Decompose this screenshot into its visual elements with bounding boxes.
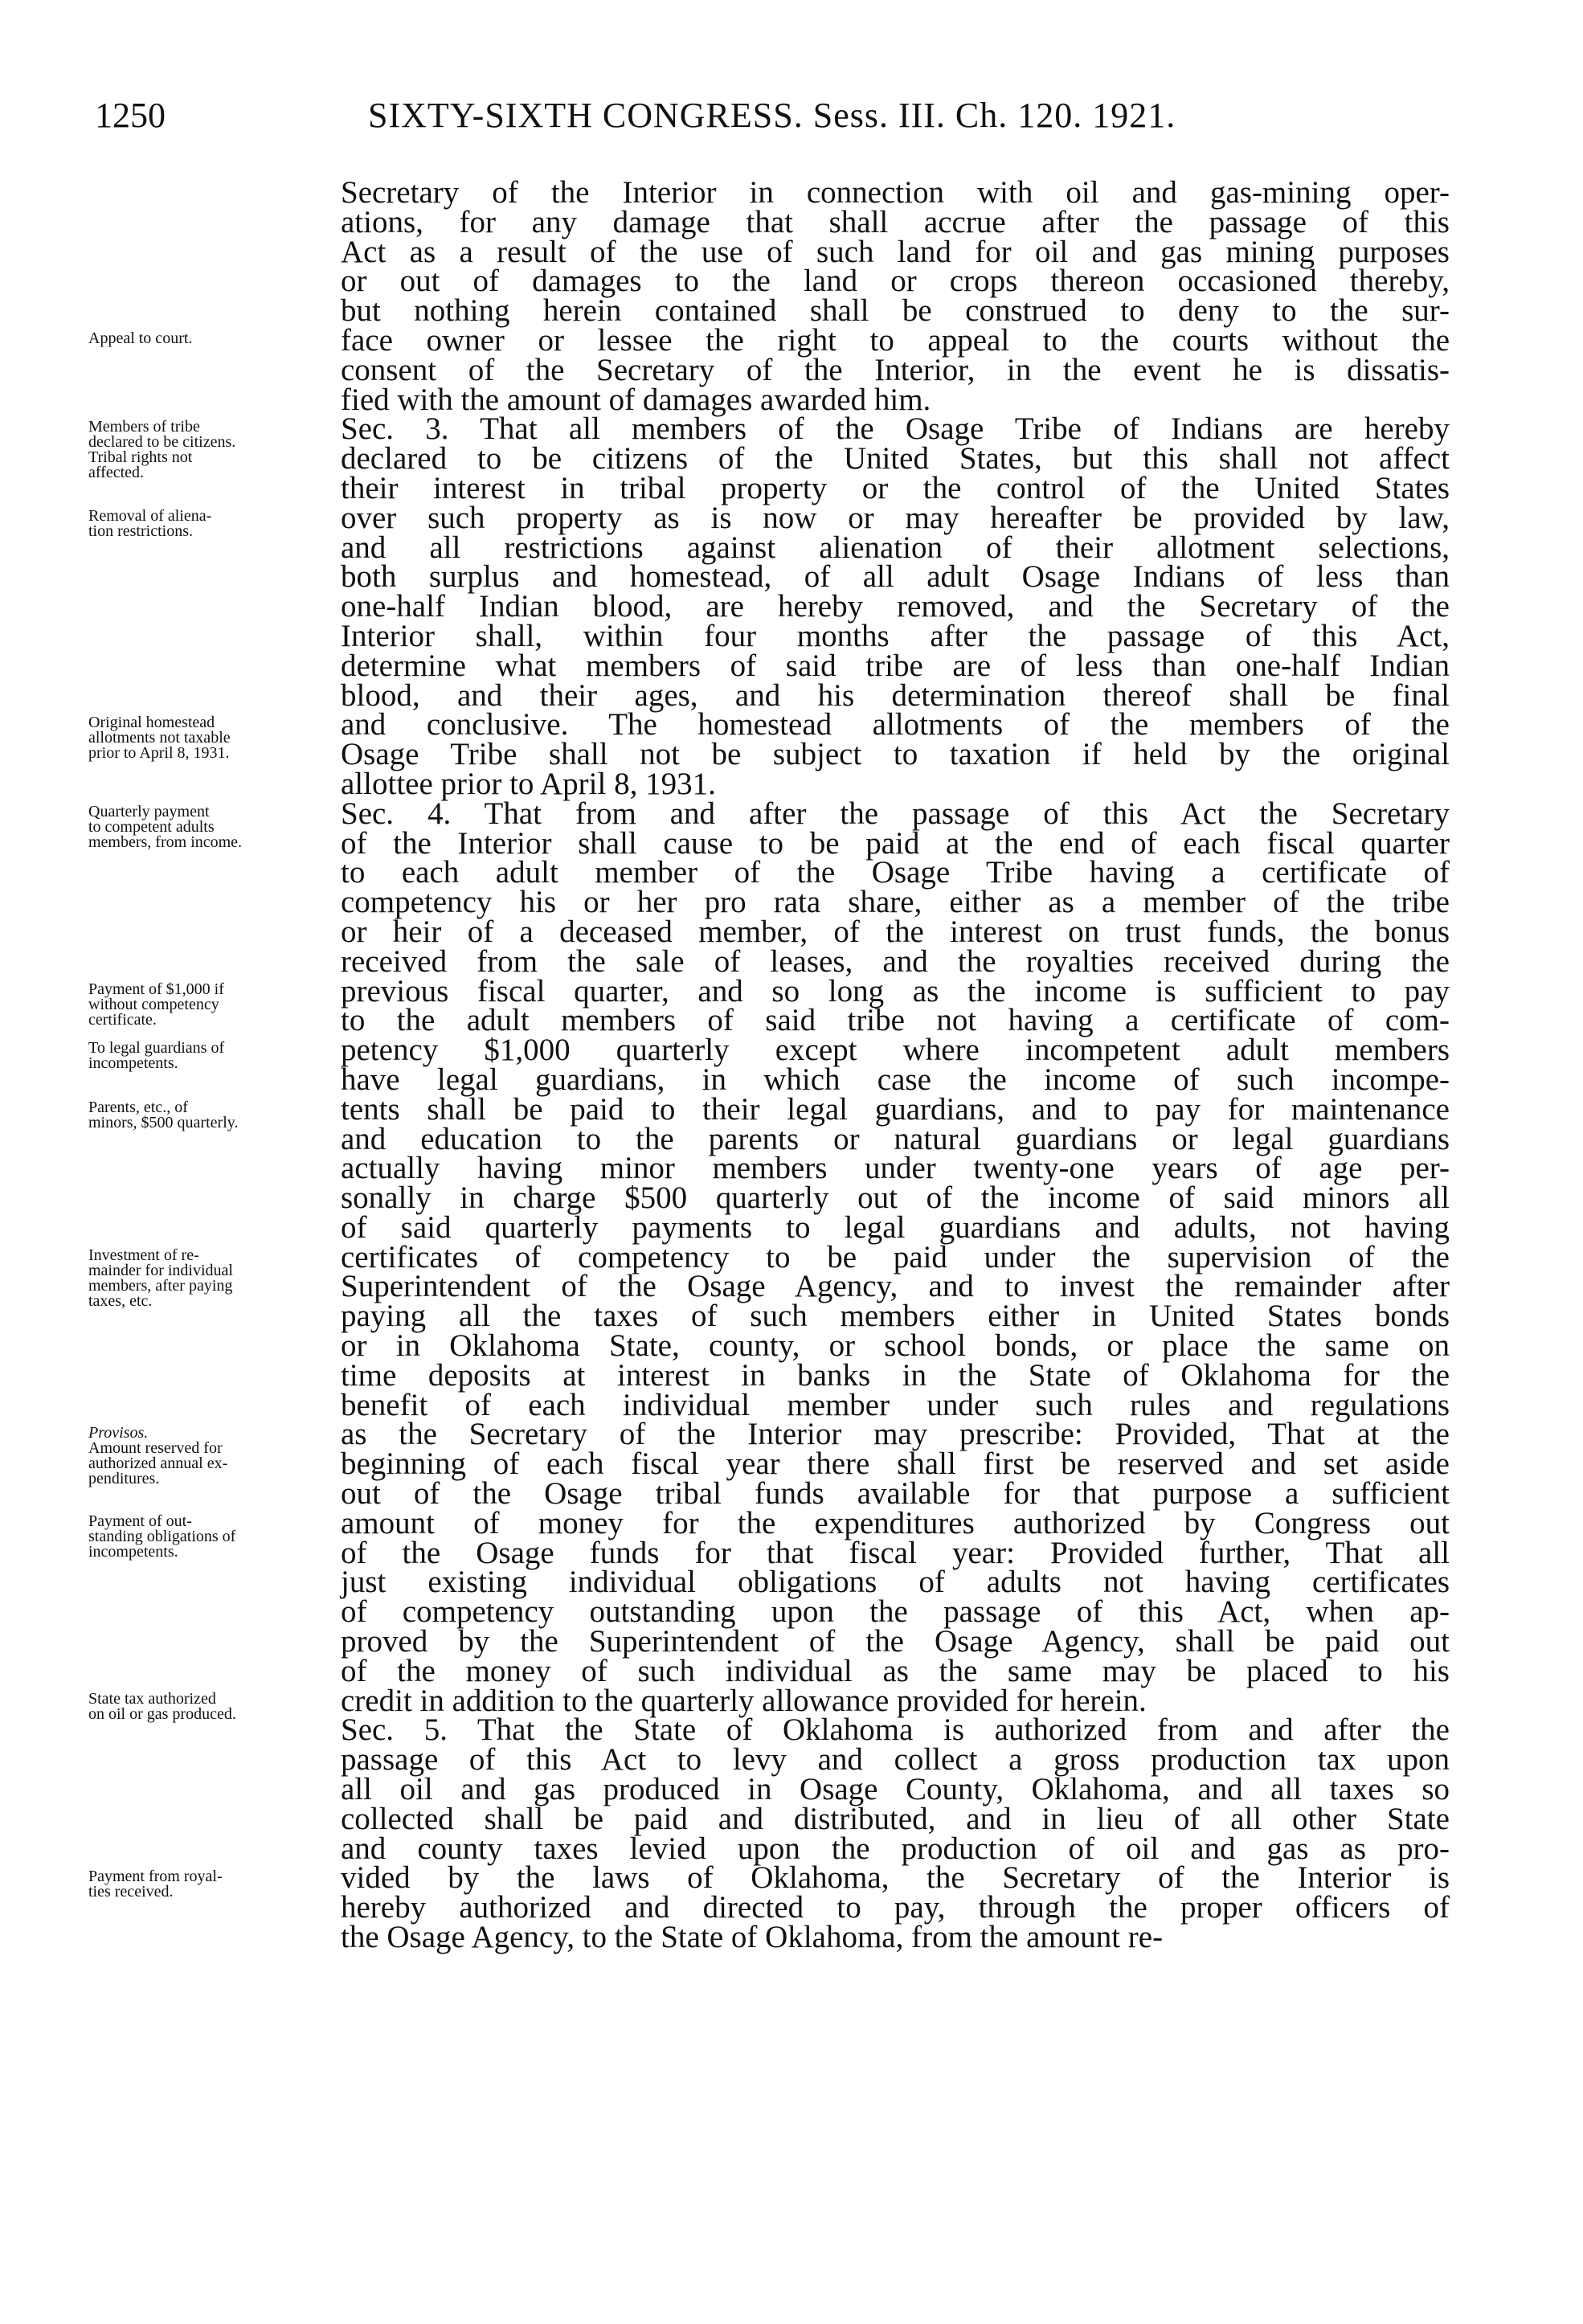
text-line: of said quarterly payments to legal guardians and adults, not having: [341, 1209, 1450, 1245]
text-line: credit in addition to the quarterly allowance provided for herein.: [341, 1683, 1147, 1718]
text-line: face owner or lessee the right to appeal to the courts without the: [341, 322, 1450, 358]
page-header: [95, 95, 1461, 143]
margin-note-line: incompetents.: [88, 1543, 178, 1561]
text-line: tents shall be paid to their legal guardians, and to pay for maintenance: [341, 1091, 1450, 1127]
text-line: Sec. 5. That the State of Oklahoma is authorized from and after the: [341, 1712, 1450, 1748]
text-line: and education to the parents or natural guardians or legal guardians: [341, 1121, 1450, 1156]
text-line: both surplus and homestead, of all adult Osage Indians of less than: [341, 559, 1450, 595]
margin-note: [88, 1248, 337, 1309]
text-line: time deposits at interest in banks in the State of Oklahoma for the: [341, 1357, 1450, 1393]
text-line: allottee prior to April 8, 1931.: [341, 766, 716, 801]
margin-note-line: incompetents.: [88, 1054, 178, 1073]
text-line: out of the Osage tribal funds available for that purpose a sufficient: [341, 1476, 1450, 1512]
text-line: to the adult members of said tribe not having a certificate of com-: [341, 1003, 1450, 1038]
text-line: previous fiscal quarter, and so long as the income is sufficient to pay: [341, 973, 1450, 1009]
margin-note-line: Appeal to court.: [88, 329, 193, 347]
text-line: and county taxes levied upon the production of oil and gas as pro-: [341, 1831, 1450, 1866]
text-line: benefit of each individual member under such rules and regulations: [341, 1387, 1450, 1422]
text-line: amount of money for the expenditures authorized by Congress out: [341, 1505, 1450, 1540]
text-line: actually having minor members under twenty-one years of age per-: [341, 1151, 1450, 1186]
margin-note: [88, 331, 337, 346]
text-line: one-half Indian blood, are hereby removed, and the Secretary of the: [341, 589, 1450, 624]
margin-note-line: members, after paying: [88, 1276, 233, 1295]
margin-note-line: affected.: [88, 464, 145, 482]
margin-note: [88, 1423, 337, 1487]
margin-note: [88, 804, 337, 850]
text-line: the Osage Agency, to the State of Oklahoma, from the amount re-: [341, 1920, 1164, 1955]
margin-note-line: Amount reserved for: [88, 1438, 223, 1457]
text-line: declared to be citizens of the United States, but this shall not affect: [341, 441, 1450, 477]
margin-note: [88, 1869, 337, 1900]
text-line: hereby authorized and directed to pay, through the proper officers of: [341, 1890, 1450, 1925]
margin-note-line: Members of tribe: [88, 418, 200, 436]
text-line: Superintendent of the Osage Agency, and to invest the remainder after: [341, 1269, 1450, 1304]
margin-note-line: Payment of out-: [88, 1512, 192, 1530]
margin-note-line: Original homestead: [88, 714, 215, 732]
margin-note: [88, 1689, 337, 1723]
margin-note: [88, 1514, 337, 1560]
text-line: and conclusive. The homestead allotments of the members of the: [341, 707, 1450, 743]
margin-note-line: mainder for individual: [88, 1261, 233, 1279]
margin-note-line: Removal of aliena-: [88, 506, 212, 525]
margin-note-line: Parents, etc., of: [88, 1098, 188, 1116]
text-line: vided by the laws of Oklahoma, the Secretary of the Interior is: [341, 1860, 1450, 1896]
text-line: all oil and gas produced in Osage County, Oklahoma, and all taxes so: [341, 1772, 1450, 1807]
margin-note-line: authorized annual ex-: [88, 1454, 228, 1472]
margin-note-line: allotments not taxable: [88, 729, 231, 747]
margin-note-line: tion restrictions.: [88, 522, 193, 540]
text-line: have legal guardians, in which case the income of such incompe-: [341, 1062, 1450, 1097]
text-line: consent of the Secretary of the Interior, in the event he is dissatis-: [341, 352, 1450, 387]
text-line: but nothing herein contained shall be construed to deny to the sur-: [341, 293, 1450, 329]
margin-note-line: prior to April 8, 1931.: [88, 744, 230, 763]
text-line: passage of this Act to levy and collect a gross production tax upon: [341, 1742, 1450, 1778]
margin-note-line: taxes, etc.: [88, 1291, 153, 1310]
text-line: Secretary of the Interior in connection with oil and gas-mining oper-: [341, 175, 1450, 210]
margin-note-line: on oil or gas produced.: [88, 1704, 236, 1723]
text-line: of the Interior shall cause to be paid at the end of each fiscal quarter: [341, 825, 1450, 861]
text-line: blood, and their ages, and his determination thereof shall be final: [341, 677, 1450, 713]
margin-note-line: State tax authorized: [88, 1689, 216, 1708]
margin-note-line: Tribal rights not: [88, 448, 193, 467]
text-line: or in Oklahoma State, county, or school bonds, or place the same on: [341, 1328, 1450, 1364]
margin-note-line: Provisos.: [88, 1423, 149, 1442]
margin-note-line: ties received.: [88, 1882, 174, 1901]
margin-note-line: declared to be citizens.: [88, 433, 236, 452]
margin-note-line: To legal guardians of: [88, 1039, 225, 1058]
margin-note: [88, 982, 337, 1028]
margin-note-line: standing obligations of: [88, 1528, 236, 1545]
text-line: beginning of each fiscal year there shall first be reserved and set aside: [341, 1446, 1450, 1482]
margin-note-line: members, from income.: [88, 833, 243, 851]
text-line: determine what members of said tribe are of less than one-half Indian: [341, 648, 1450, 683]
text-line: to each adult member of the Osage Tribe having a certificate of: [341, 855, 1450, 890]
text-line: over such property as is now or may hereafter be provided by law,: [341, 500, 1450, 535]
text-line: collected shall be paid and distributed, and in lieu of all other State: [341, 1801, 1450, 1836]
margin-note: [88, 506, 337, 540]
text-line: proved by the Superintendent of the Osage Agency, shall be paid out: [341, 1624, 1450, 1659]
text-line: Interior shall, within four months after the passage of this Act,: [341, 618, 1450, 653]
margin-note-line: Payment of $1,000 if: [88, 980, 224, 998]
text-line: their interest in tribal property or the control of the United States: [341, 470, 1450, 505]
margin-note: [88, 1041, 337, 1071]
margin-note-line: Investment of re-: [88, 1246, 199, 1264]
text-line: of the Osage funds for that fiscal year: Provided further, That all: [341, 1535, 1450, 1570]
margin-note-line: certificate.: [88, 1010, 157, 1029]
text-line: sonally in charge $500 quarterly out of the income of said minors all: [341, 1180, 1450, 1216]
text-line: certificates of competency to be paid under the supervision of the: [341, 1239, 1450, 1275]
margin-note-line: penditures.: [88, 1469, 160, 1487]
margin-note: [88, 419, 337, 481]
margin-note-line: Payment from royal-: [88, 1867, 223, 1885]
text-line: paying all the taxes of such members either in United States bonds: [341, 1299, 1450, 1334]
text-line: petency $1,000 quarterly except where incompetent adult members: [341, 1033, 1450, 1068]
text-line: and all restrictions against alienation of their allotment selections,: [341, 530, 1450, 565]
text-line: of competency outstanding upon the passage of this Act, when ap-: [341, 1594, 1450, 1630]
margin-note-line: minors, $500 quarterly.: [88, 1113, 239, 1131]
margin-note-line: Quarterly payment: [88, 802, 210, 820]
text-line: fied with the amount of damages awarded him.: [341, 382, 931, 417]
text-line: or out of damages to the land or crops thereon occasioned thereby,: [341, 264, 1450, 299]
text-line: Sec. 4. That from and after the passage of this Act the Secretary: [341, 796, 1450, 831]
margin-note-line: to competent adults: [88, 817, 215, 836]
text-line: Sec. 3. That all members of the Osage Tribe of Indians are hereby: [341, 411, 1450, 447]
text-line: just existing individual obligations of adults not having certificates: [341, 1565, 1450, 1600]
page-number: 1250: [95, 96, 166, 135]
text-line: competency his or her pro rata share, either as a member of the tribe: [341, 885, 1450, 920]
text-line: Osage Tribe shall not be subject to taxation if held by the original: [341, 737, 1450, 772]
running-title: SIXTY-SIXTH CONGRESS. Sess. III. Ch. 120. 1921.: [368, 96, 1176, 135]
text-line: or heir of a deceased member, of the interest on trust funds, the bonus: [341, 914, 1450, 949]
margin-note: [88, 1100, 337, 1131]
text-line: received from the sale of leases, and the royalties received during the: [341, 943, 1450, 979]
text-line: of the money of such individual as the same may be placed to his: [341, 1653, 1450, 1688]
margin-note: [88, 715, 337, 761]
text-line: Act as a result of the use of such land for oil and gas mining purposes: [341, 234, 1450, 269]
body-text: [341, 175, 1450, 1955]
text-line: as the Secretary of the Interior may prescribe: Provided, That at the: [341, 1417, 1450, 1452]
text-line: ations, for any damage that shall accrue after the passage of this: [341, 204, 1450, 239]
margin-note-line: without competency: [88, 995, 219, 1013]
